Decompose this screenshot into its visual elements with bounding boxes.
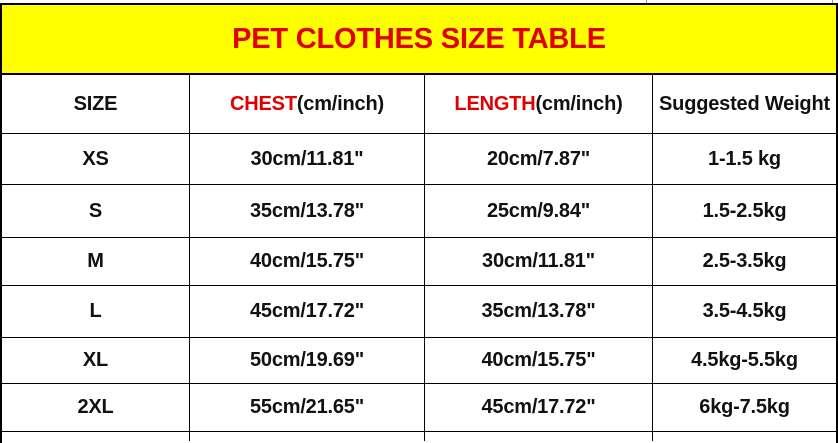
title-banner <box>2 5 836 75</box>
size-cell: XL <box>2 338 190 384</box>
length-cell: 30cm/11.81" <box>425 238 653 286</box>
col-header-weight: Suggested Weight <box>653 75 836 134</box>
chest-cell: 50cm/19.69" <box>190 338 425 384</box>
size-cell: M <box>2 238 190 286</box>
col-header-length-accent: LENGTH <box>454 92 536 115</box>
chest-cell: 45cm/17.72" <box>190 286 425 338</box>
page-title: PET CLOTHES SIZE TABLE <box>232 22 606 55</box>
length-cell: 40cm/15.75" <box>425 338 653 384</box>
col-header-chest <box>190 75 425 134</box>
chest-cell: 35cm/13.78" <box>190 185 425 238</box>
length-cell: 45cm/17.72" <box>425 384 653 432</box>
size-cell: XS <box>2 134 190 185</box>
weight-cell: 4.5kg-5.5kg <box>653 338 836 384</box>
length-cell: 20cm/7.87" <box>425 134 653 185</box>
bottom-grid-sliver <box>2 432 190 441</box>
bottom-grid-sliver <box>190 432 425 441</box>
table-frame <box>0 3 838 443</box>
gridline-tick <box>646 0 647 3</box>
size-table <box>2 75 836 441</box>
length-cell: 35cm/13.78" <box>425 286 653 338</box>
weight-cell: 3.5-4.5kg <box>653 286 836 338</box>
col-header-length-unit: (cm/inch) <box>535 92 623 115</box>
bottom-grid-sliver <box>425 432 653 441</box>
length-cell: 25cm/9.84" <box>425 185 653 238</box>
chest-cell: 30cm/11.81" <box>190 134 425 185</box>
col-header-chest-unit: (cm/inch) <box>296 92 384 115</box>
weight-cell: 1-1.5 kg <box>653 134 836 185</box>
weight-cell: 6kg-7.5kg <box>653 384 836 432</box>
top-grid-sliver <box>0 0 838 3</box>
chest-cell: 40cm/15.75" <box>190 238 425 286</box>
size-cell: S <box>2 185 190 238</box>
bottom-grid-sliver <box>653 432 836 441</box>
size-cell: L <box>2 286 190 338</box>
weight-cell: 1.5-2.5kg <box>653 185 836 238</box>
size-cell: 2XL <box>2 384 190 432</box>
col-header-length <box>425 75 653 134</box>
col-header-chest-accent: CHEST <box>230 92 297 115</box>
weight-cell: 2.5-3.5kg <box>653 238 836 286</box>
gridline-tick <box>832 0 833 3</box>
col-header-size: SIZE <box>2 75 190 134</box>
chest-cell: 55cm/21.65" <box>190 384 425 432</box>
